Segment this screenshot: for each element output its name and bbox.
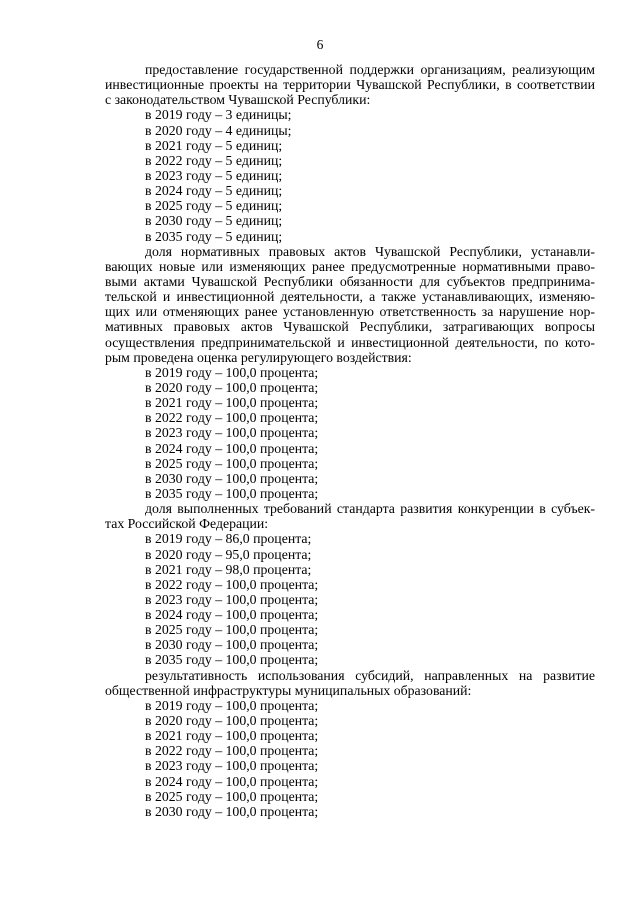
list-item: в 2020 году – 100,0 процента; — [145, 379, 319, 395]
list-item: в 2030 году – 100,0 процента; — [145, 637, 319, 653]
list-item: в 2022 году – 100,0 процента; — [145, 576, 319, 592]
text-line: выми актами Чувашской Республики обязанности для субъектов предпринима- — [105, 273, 595, 289]
text-line: доля нормативных правовых актов Чувашской Республики, устанавли- — [145, 243, 595, 259]
list-item: в 2024 году – 100,0 процента; — [145, 607, 319, 623]
list-item: в 2024 году – 100,0 процента; — [145, 773, 319, 789]
list-item: в 2030 году – 5 единиц; — [145, 213, 283, 229]
list-item: в 2030 году – 100,0 процента; — [145, 470, 319, 486]
page-number: 6 — [316, 37, 324, 52]
list-item: в 2021 году – 98,0 процента; — [145, 561, 312, 577]
list-item: в 2035 году – 5 единиц; — [145, 228, 283, 244]
list-item: в 2030 году – 100,0 процента; — [145, 803, 319, 819]
list-item: в 2023 году – 100,0 процента; — [145, 425, 319, 441]
list-item: в 2022 году – 100,0 процента; — [145, 743, 319, 759]
text-line: предоставление государственной поддержки организациям, реализующим — [145, 62, 595, 77]
list-item: в 2021 году – 100,0 процента; — [145, 728, 319, 744]
list-item: в 2021 году – 5 единиц; — [145, 137, 283, 153]
list-item: в 2020 году – 100,0 процента; — [145, 713, 319, 729]
text-line: инвестиционные проекты на территории Чувашской Республики, в соответствии — [105, 77, 595, 93]
list-item: в 2022 году – 5 единиц; — [145, 152, 283, 168]
text-line: тах Российской Федерации: — [105, 516, 269, 532]
list-item: в 2021 году – 100,0 процента; — [145, 395, 319, 411]
text-line: тельской и инвестиционной деятельности, а также устанавливающих, изменяю- — [105, 289, 595, 305]
list-item: в 2019 году – 86,0 процента; — [145, 531, 312, 547]
list-item: в 2019 году – 3 единицы; — [145, 107, 292, 123]
list-item: в 2024 году – 5 единиц; — [145, 183, 283, 199]
text-line: доля выполненных требований стандарта развития конкуренции в субъек- — [145, 501, 595, 517]
list-item: в 2019 году – 100,0 процента; — [145, 697, 319, 713]
text-line: мативных правовых актов Чувашской Республики, затрагивающих вопросы — [105, 319, 595, 335]
text-line: результативность использования субсидий, направленных на развитие — [145, 667, 595, 683]
list-item: в 2025 году – 100,0 процента; — [145, 622, 319, 638]
document-body — [105, 62, 595, 819]
list-item: в 2025 году – 5 единиц; — [145, 198, 283, 214]
list-item: в 2022 году – 100,0 процента; — [145, 410, 319, 426]
list-item: в 2024 году – 100,0 процента; — [145, 440, 319, 456]
list-item: в 2035 году – 100,0 процента; — [145, 485, 319, 501]
list-item: в 2020 году – 4 единицы; — [145, 122, 292, 138]
list-item: в 2025 году – 100,0 процента; — [145, 788, 319, 804]
list-item: в 2023 году – 100,0 процента; — [145, 758, 319, 774]
list-item: в 2023 году – 5 единиц; — [145, 167, 283, 183]
text-line: с законодательством Чувашской Республики: — [105, 92, 371, 108]
list-item: в 2020 году – 95,0 процента; — [145, 546, 312, 562]
list-item: в 2035 году – 100,0 процента; — [145, 652, 319, 668]
text-line: общественной инфраструктуры муниципальных образований: — [105, 682, 472, 698]
text-line: рым проведена оценка регулирующего воздействия: — [105, 349, 412, 365]
list-item: в 2025 году – 100,0 процента; — [145, 455, 319, 471]
list-item: в 2019 году – 100,0 процента; — [145, 364, 319, 380]
text-line: вающих новые или изменяющих ранее предусмотренные нормативными право- — [105, 258, 595, 274]
text-line: осуществления предпринимательской и инвестиционной деятельности, по кото- — [105, 334, 595, 350]
list-item: в 2023 году – 100,0 процента; — [145, 591, 319, 607]
text-line: щих или отменяющих ранее установленную ответственность за нарушение нор- — [105, 304, 595, 320]
